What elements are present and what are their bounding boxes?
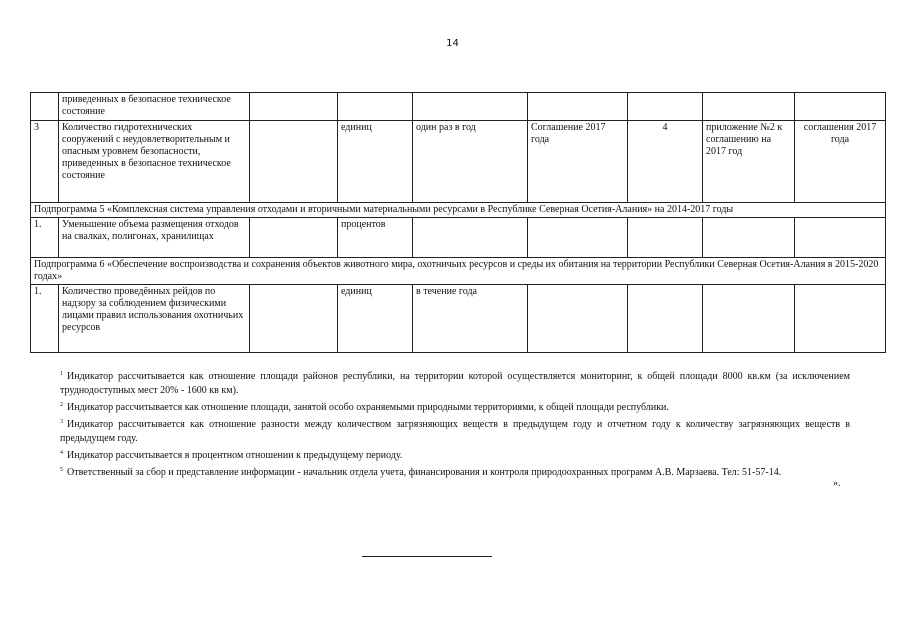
frequency-cell [413,93,528,121]
row-number [31,93,59,121]
subprogram-5-title: Подпрограмма 5 «Комплексная система управления отходами и вторичными материальными ресурсами в Республике Северная Осетия-Алания» на 2014-2017 годы [31,203,886,218]
reference-cell [703,285,795,353]
source-cell [528,285,628,353]
indicator-name: приведенных в безопасное техническое состояние [59,93,250,121]
document-cell [795,93,886,121]
page-number: 14 [446,38,459,49]
footnote [60,415,850,446]
footnotes [60,367,850,480]
table-row [31,93,886,121]
footnote-mark: 4 [60,450,63,456]
footnote-text: Индикатор рассчитывается как отношение разности между количеством загрязняющих веществ в предыдущем году и отчетном году к количеству загрязняющих веществ в предыдущем году. [60,419,850,444]
subprogram-6-title: Подпрограмма 6 «Обеспечение воспроизводства и сохранения объектов животного мира, охотничьих ресурсов и среды их обитания на территории Республики Северная Осетия-Алания в 2015-2020 годах» [31,258,886,285]
footnote [60,446,850,463]
reference-cell [703,218,795,258]
frequency-cell: в течение года [413,285,528,353]
row-number: 1. [31,285,59,353]
unit-cell [338,93,413,121]
footnote-mark: 5 [60,467,63,473]
unit-cell: единиц [338,121,413,203]
source-cell: Соглашение 2017 года [528,121,628,203]
code-cell [628,285,703,353]
footnote-text: Индикатор рассчитывается как отношение площади, занятой особо охраняемыми природными территориями, к общей площади республики. [67,402,669,413]
document-cell [795,285,886,353]
footnote-text: Ответственный за сбор и представление информации - начальник отдела учета, финансирования и контроля природоохранных программ А.В. Марзаева. Тел: 51-57-14. [67,467,782,478]
code-cell [628,218,703,258]
footnote-mark: 1 [60,371,63,377]
section-row [31,203,886,218]
frequency-cell [413,218,528,258]
table-row [31,285,886,353]
closing-quote: ». [833,478,841,489]
source-cell [528,218,628,258]
footnote [60,463,850,480]
unit-cell: процентов [338,218,413,258]
empty-cell [250,285,338,353]
indicators-table [30,92,886,353]
footer-divider [362,556,492,557]
footnote [60,367,850,398]
table-row [31,121,886,203]
footnote [60,398,850,415]
empty-cell [250,218,338,258]
section-row [31,258,886,285]
reference-cell: приложение №2 к соглашению на 2017 год [703,121,795,203]
code-cell: 4 [628,121,703,203]
table-row [31,218,886,258]
reference-cell [703,93,795,121]
code-cell [628,93,703,121]
indicator-name: Количество проведённых рейдов по надзору за соблюдением физическими лицами правил использования охотничьих ресурсов [59,285,250,353]
footnote-mark: 2 [60,402,63,408]
frequency-cell: один раз в год [413,121,528,203]
indicator-name: Уменьшение объема размещения отходов на свалках, полигонах, хранилищах [59,218,250,258]
footnote-mark: 3 [60,419,63,425]
row-number: 1. [31,218,59,258]
unit-cell: единиц [338,285,413,353]
footnote-text: Индикатор рассчитывается в процентном отношении к предыдущему периоду. [67,450,403,461]
row-number: 3 [31,121,59,203]
indicator-name: Количество гидротехнических сооружений с неудовлетворительным и опасным уровнем безопасности, приведенных в безопасное техническое состояние [59,121,250,203]
empty-cell [250,93,338,121]
empty-cell [250,121,338,203]
document-cell: соглашения 2017 года [795,121,886,203]
source-cell [528,93,628,121]
document-cell [795,218,886,258]
footnote-text: Индикатор рассчитывается как отношение площади районов республики, на территории которой осуществляется мониторинг, к общей площади 8000 кв.км (за исключением труднодоступных мест 20% - 1600 кв км). [60,371,850,396]
